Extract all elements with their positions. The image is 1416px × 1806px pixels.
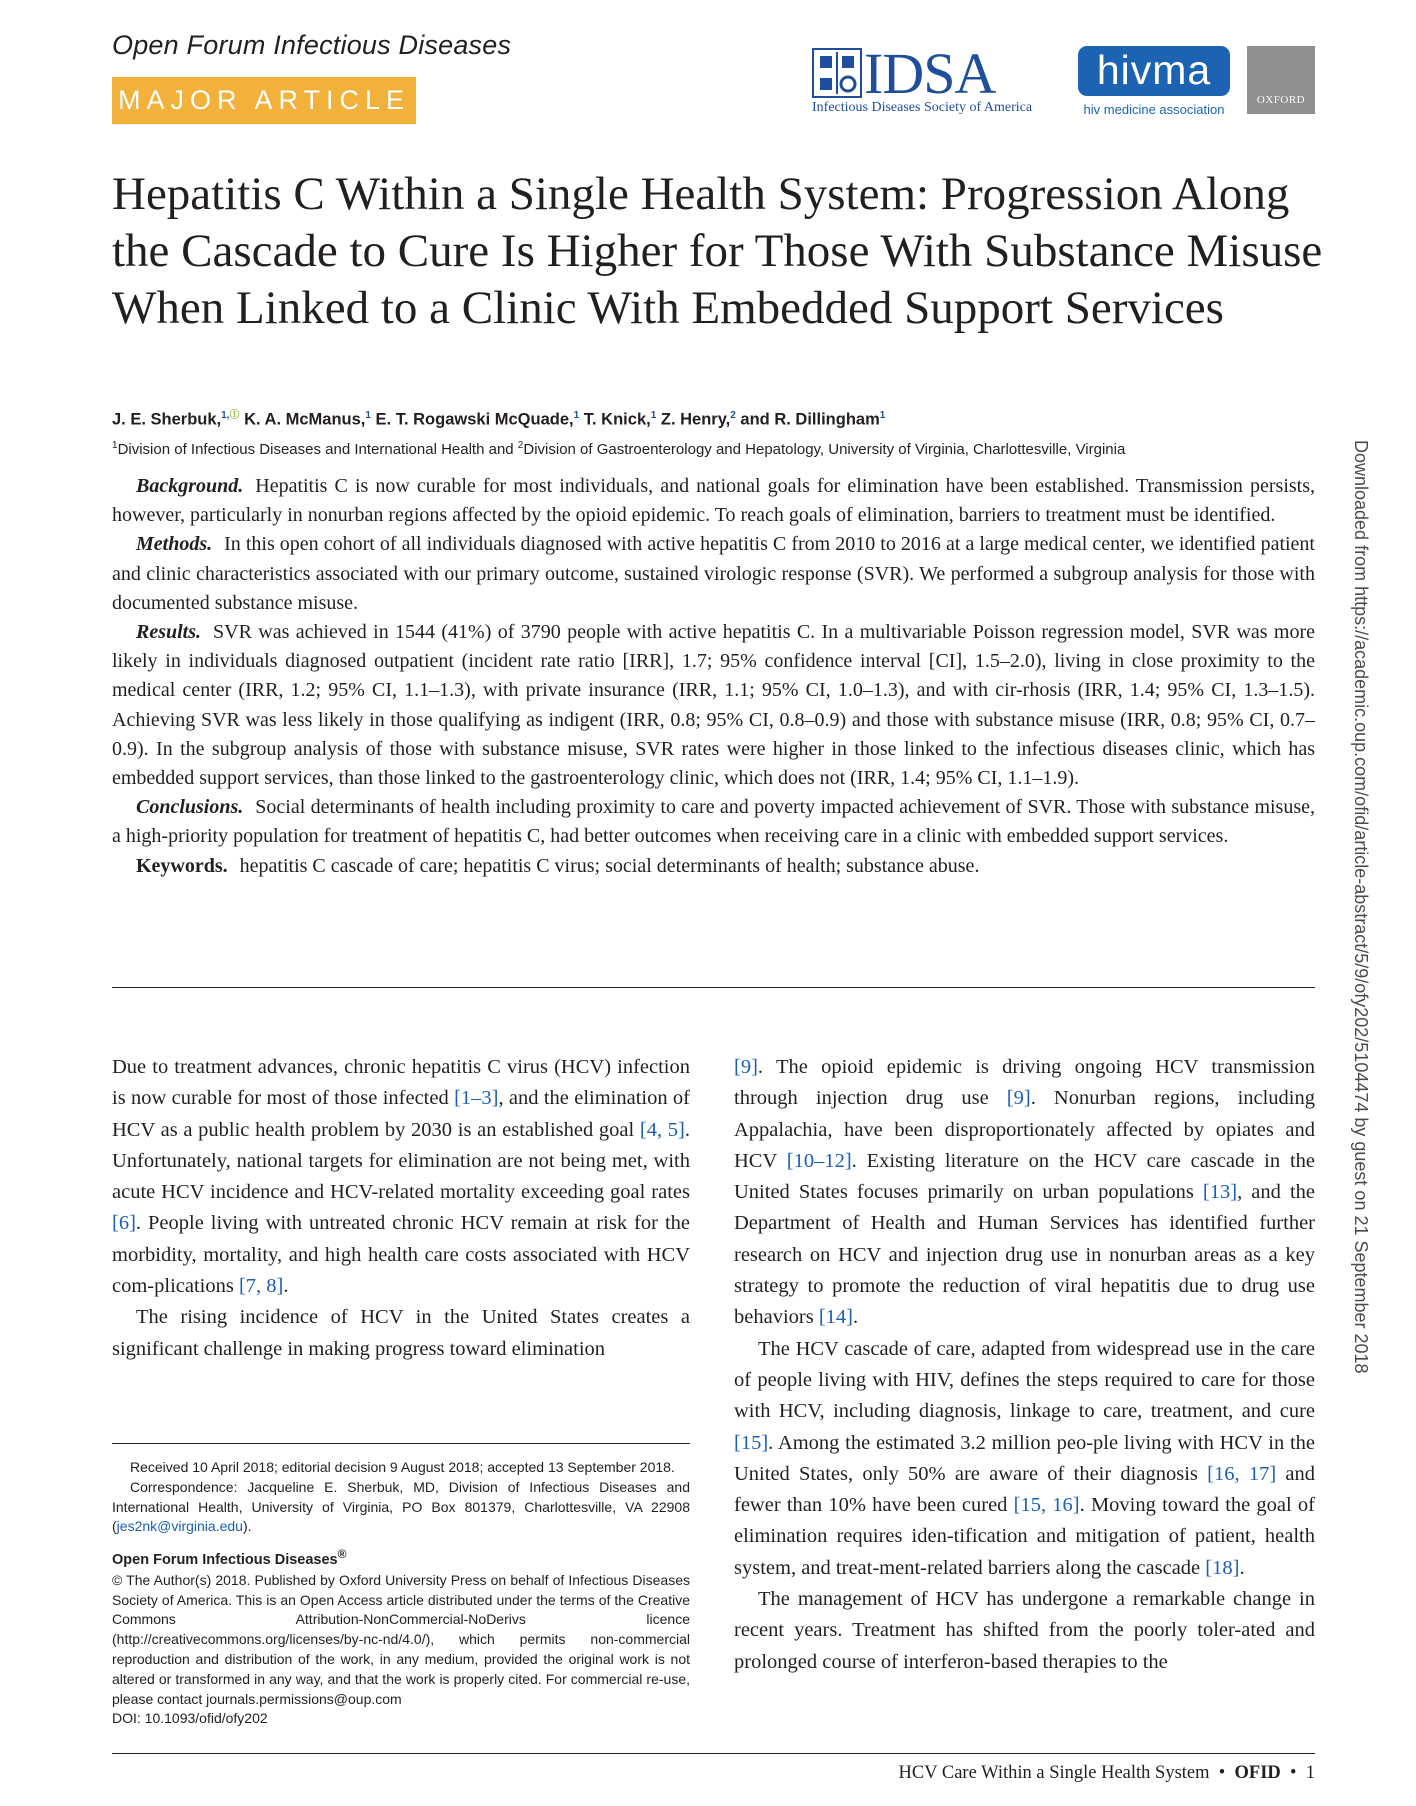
abstract-section-label: Conclusions. bbox=[136, 796, 244, 819]
body-text: . Moving toward the goal of elimination requires iden-tification and mitigation of patient, health system, and treat-ment-related barriers along the cascade bbox=[734, 1494, 1316, 1579]
author-affiliation-mark: 1 bbox=[365, 410, 371, 421]
affiliation-mark: 2 bbox=[517, 440, 524, 451]
author-name: T. Knick, bbox=[583, 410, 651, 429]
affiliations bbox=[112, 440, 1125, 458]
affiliation-text: Division of Infectious Diseases and International Health and bbox=[117, 441, 518, 458]
author-affiliation-mark: 1 bbox=[650, 410, 657, 421]
author-affiliation-mark: 1 bbox=[573, 410, 580, 421]
footer-divider bbox=[112, 1753, 1315, 1754]
footer-bullet: • bbox=[1218, 1763, 1226, 1783]
abstract-section-label: Methods. bbox=[136, 533, 213, 556]
body-text: , and the Department of Health and Human Services has identified further research on HCV and injection drug use in nonurban areas as a key strategy to promote the reduction of viral hepatitis due to drug use behaviors bbox=[734, 1181, 1315, 1329]
body-text: . bbox=[1239, 1556, 1245, 1579]
author-name: and R. Dillingham bbox=[740, 410, 880, 429]
author-affiliation-mark: 1 bbox=[879, 410, 886, 421]
orcid-icon[interactable]: Ⓘ bbox=[229, 410, 240, 421]
abstract-conclusions bbox=[112, 793, 1315, 851]
correspondence-text: Correspondence: Jacqueline E. Sherbuk, MD, Division of Infectious Diseases and International Health, University of Virginia, PO Box 801379, Charlottesville, VA 22908 ( bbox=[112, 1478, 690, 1535]
body-text: Due to treatment advances, chronic hepatitis C virus (HCV) infection is now curable for most of those infected bbox=[112, 1056, 690, 1110]
idsa-emblem-icon bbox=[812, 48, 862, 98]
body-text: . People living with untreated chronic HCV remain at risk for the morbidity, mortality, and high health care costs associated with HCV com-plications bbox=[112, 1212, 690, 1298]
author-name: Z. Henry, bbox=[660, 410, 731, 429]
abstract-section-text: Hepatitis C is now curable for most individuals, and national goals for elimination have been established. Transmission persists, however, particularly in nonurban regions affected by the opioid epidemic. To reach goals of elimination, barriers to treatment must be identified. bbox=[112, 475, 1315, 527]
footnote-divider bbox=[112, 1443, 690, 1444]
idsa-caption: Infectious Diseases Society of America bbox=[812, 100, 1033, 115]
running-title: HCV Care Within a Single Health System bbox=[898, 1763, 1210, 1783]
oxford-logo bbox=[1247, 46, 1315, 114]
article-title: Hepatitis C Within a Single Health System: Progression Along the Cascade to Cure Is Higher for Those With Substance Misuse When Linked to a Clinic With Embedded Support Services bbox=[112, 168, 1323, 334]
abstract-keywords bbox=[112, 852, 1315, 881]
citation-link[interactable]: [14] bbox=[818, 1306, 853, 1329]
body-paragraph bbox=[734, 1052, 1315, 1334]
abstract-section-text: Social determinants of health including proximity to care and poverty impacted achievement of SVR. Those with substance misuse, a high-priority population for treatment of hepatitis C, had better outcomes when receiving care in a clinic with embedded support services. bbox=[112, 796, 1315, 848]
citation-link[interactable]: [4, 5] bbox=[639, 1118, 685, 1141]
body-text: . Among the estimated 3.2 million peo-ple living with HCV in the United States, only 50% are aware of their diagnosis bbox=[734, 1431, 1315, 1485]
citation-link[interactable]: [1–3] bbox=[454, 1087, 499, 1110]
citation-link[interactable]: [7, 8] bbox=[238, 1275, 284, 1298]
hivma-wordmark: hivma bbox=[1078, 46, 1230, 96]
body-text: and fewer than 10% have been cured bbox=[734, 1462, 1315, 1517]
body-paragraph: The management of HCV has undergone a remarkable change in recent years. Treatment has shifted from the poorly toler-ated and prolonged course of interferon-based therapies to the bbox=[734, 1588, 1315, 1673]
abstract-divider bbox=[112, 987, 1315, 988]
citation-link[interactable]: [9] bbox=[734, 1056, 758, 1078]
abstract-section-text: SVR was achieved in 1544 (41%) of 3790 people with active hepatitis C. In a multivariable Poisson regression model, SVR was more likely in individuals diagnosed outpatient (incident rate ratio [IRR], 1.7; 95% confidence interval [CI], 1.5–2.0), living in close proximity to the medical center (IRR, 1.2; 95% CI, 1.1–1.3), with private insurance (IRR, 1.1; 95% CI, 1.0–1.3), and with cir-rhosis (IRR, 1.4; 95% CI, 1.3–1.5). Achieving SVR was less likely in those qualifying as indigent (IRR, 0.8; 95% CI, 0.8–0.9) and those with substance misuse (IRR, 0.8; 95% CI, 0.7–0.9). In the subgroup analysis of those with substance misuse, SVR rates were higher in those linked to the infectious diseases clinic, which has embedded support services, than those linked to the gastroenterology clinic, which does not (IRR, 1.4; 95% CI, 1.1–1.9). bbox=[112, 621, 1315, 790]
citation-link[interactable]: [15] bbox=[734, 1431, 769, 1454]
body-paragraph: The rising incidence of HCV in the United States creates a significant challenge in making progress toward elimination bbox=[112, 1306, 690, 1360]
abstract-section-text: In this open cohort of all individuals diagnosed with active hepatitis C from 2010 to 2016 at a large medical center, we identified patient and clinic characteristics associated with our primary outcome, sustained virologic response (SVR). We performed a subgroup analysis for those with documented substance misuse. bbox=[112, 533, 1315, 614]
footnotes bbox=[112, 1458, 690, 1729]
affiliation-mark: 1 bbox=[112, 440, 118, 451]
journal-footnote-title: Open Forum Infectious Diseases bbox=[112, 1552, 338, 1569]
citation-link[interactable]: [9] bbox=[1006, 1087, 1031, 1110]
author-name: E. T. Rogawski McQuade, bbox=[375, 410, 574, 429]
correspondence-end: ). bbox=[242, 1518, 252, 1535]
download-watermark: Downloaded from https://academic.oup.com/ofid/article-abstract/5/9/ofy202/5104474 by guest on 21 September 2018 bbox=[1351, 440, 1371, 1374]
citation-link[interactable]: [15, 16] bbox=[1013, 1494, 1080, 1517]
keywords-label: Keywords. bbox=[136, 854, 228, 877]
body-paragraph bbox=[112, 1052, 690, 1302]
citation-link[interactable]: [18] bbox=[1205, 1556, 1240, 1579]
journal-name: Open Forum Infectious Diseases bbox=[112, 30, 512, 60]
citation-link[interactable]: [13] bbox=[1202, 1181, 1238, 1204]
citation-link[interactable]: [10–12] bbox=[786, 1149, 852, 1172]
body-column-left bbox=[112, 1052, 690, 1365]
author-affiliation-mark: 2 bbox=[730, 410, 736, 421]
idsa-wordmark: IDSA bbox=[864, 41, 996, 106]
hivma-logo bbox=[1078, 46, 1230, 120]
body-text: The HCV cascade of care, adapted from widespread use in the care of people living with HIV, defines the steps required to care for those with HCV, including diagnosis, linkage to care, treatment, and cure bbox=[734, 1337, 1315, 1423]
citation-link[interactable]: [6] bbox=[112, 1212, 136, 1235]
journal-footnote-heading bbox=[112, 1545, 690, 1571]
body-paragraph bbox=[734, 1334, 1315, 1584]
page-footer bbox=[899, 1763, 1315, 1784]
body-column-right bbox=[734, 1052, 1315, 1678]
doi[interactable]: DOI: 10.1093/ofid/ofy202 bbox=[112, 1710, 268, 1727]
abstract-section-label: Background. bbox=[136, 475, 244, 497]
footer-bullet: • bbox=[1290, 1763, 1297, 1783]
journal-abbrev: OFID bbox=[1234, 1763, 1281, 1783]
correspondence bbox=[112, 1478, 690, 1537]
license-text: © The Author(s) 2018. Published by Oxford University Press on behalf of Infectious Diseases Society of America. This is an Open Access article distributed under the terms of the Creative Commons Attribution-NonCommercial-NoDerivs licence (http://creativecommons.org/licenses/by-nc-nd/4.0/), which permits non-commercial reproduction and distribution of the work, in any medium, provided the original work is not altered or transformed in any way, and that the work is properly cited. For commercial re-use, please contact journals.permissions@oup.com bbox=[112, 1571, 690, 1707]
oxford-wordmark: OXFORD bbox=[1256, 94, 1306, 106]
idsa-logo bbox=[812, 41, 1064, 120]
page-number: 1 bbox=[1305, 1763, 1315, 1783]
author-affiliation-mark: 1, bbox=[221, 410, 230, 421]
body-text: . Existing literature on the HCV care cascade in the United States focuses primarily on urban populations bbox=[734, 1149, 1315, 1204]
body-text: . Nonurban regions, including Appalachia, have been disproportionately affected by opiates and HCV bbox=[734, 1087, 1316, 1172]
body-text: . The opioid epidemic is driving ongoing HCV transmission through injection drug use bbox=[734, 1056, 1315, 1110]
abstract-background bbox=[112, 472, 1315, 530]
registered-mark: ® bbox=[337, 1547, 347, 1562]
abstract-results bbox=[112, 618, 1315, 793]
author-list bbox=[112, 406, 885, 430]
hivma-caption: hiv medicine association bbox=[1083, 102, 1225, 117]
body-text: . bbox=[852, 1306, 859, 1329]
keywords-text: hepatitis C cascade of care; hepatitis C virus; social determinants of health; substance abuse. bbox=[239, 854, 980, 877]
abstract bbox=[112, 472, 1315, 881]
body-text: . bbox=[283, 1275, 289, 1298]
email-link[interactable]: jes2nk@virginia.edu bbox=[116, 1518, 243, 1535]
body-text: . Unfortunately, national targets for elimination are not being met, with acute HCV incidence and HCV-related mortality exceeding goal rates bbox=[112, 1118, 690, 1204]
citation-link[interactable]: [16, 17] bbox=[1207, 1462, 1277, 1485]
author-name: K. A. McManus, bbox=[244, 410, 366, 429]
author-name: J. E. Sherbuk, bbox=[112, 410, 222, 429]
article-type-badge: MAJOR ARTICLE bbox=[112, 77, 416, 124]
body-text: , and the elimination of HCV as a public health problem by 2030 is an established goal bbox=[112, 1087, 690, 1141]
received-dates: Received 10 April 2018; editorial decision 9 August 2018; accepted 13 September 2018. bbox=[130, 1459, 675, 1475]
affiliation-text: Division of Gastroenterology and Hepatology, University of Virginia, Charlottesville, Virginia bbox=[523, 441, 1126, 458]
abstract-methods bbox=[112, 530, 1315, 618]
abstract-section-label: Results. bbox=[136, 621, 202, 644]
